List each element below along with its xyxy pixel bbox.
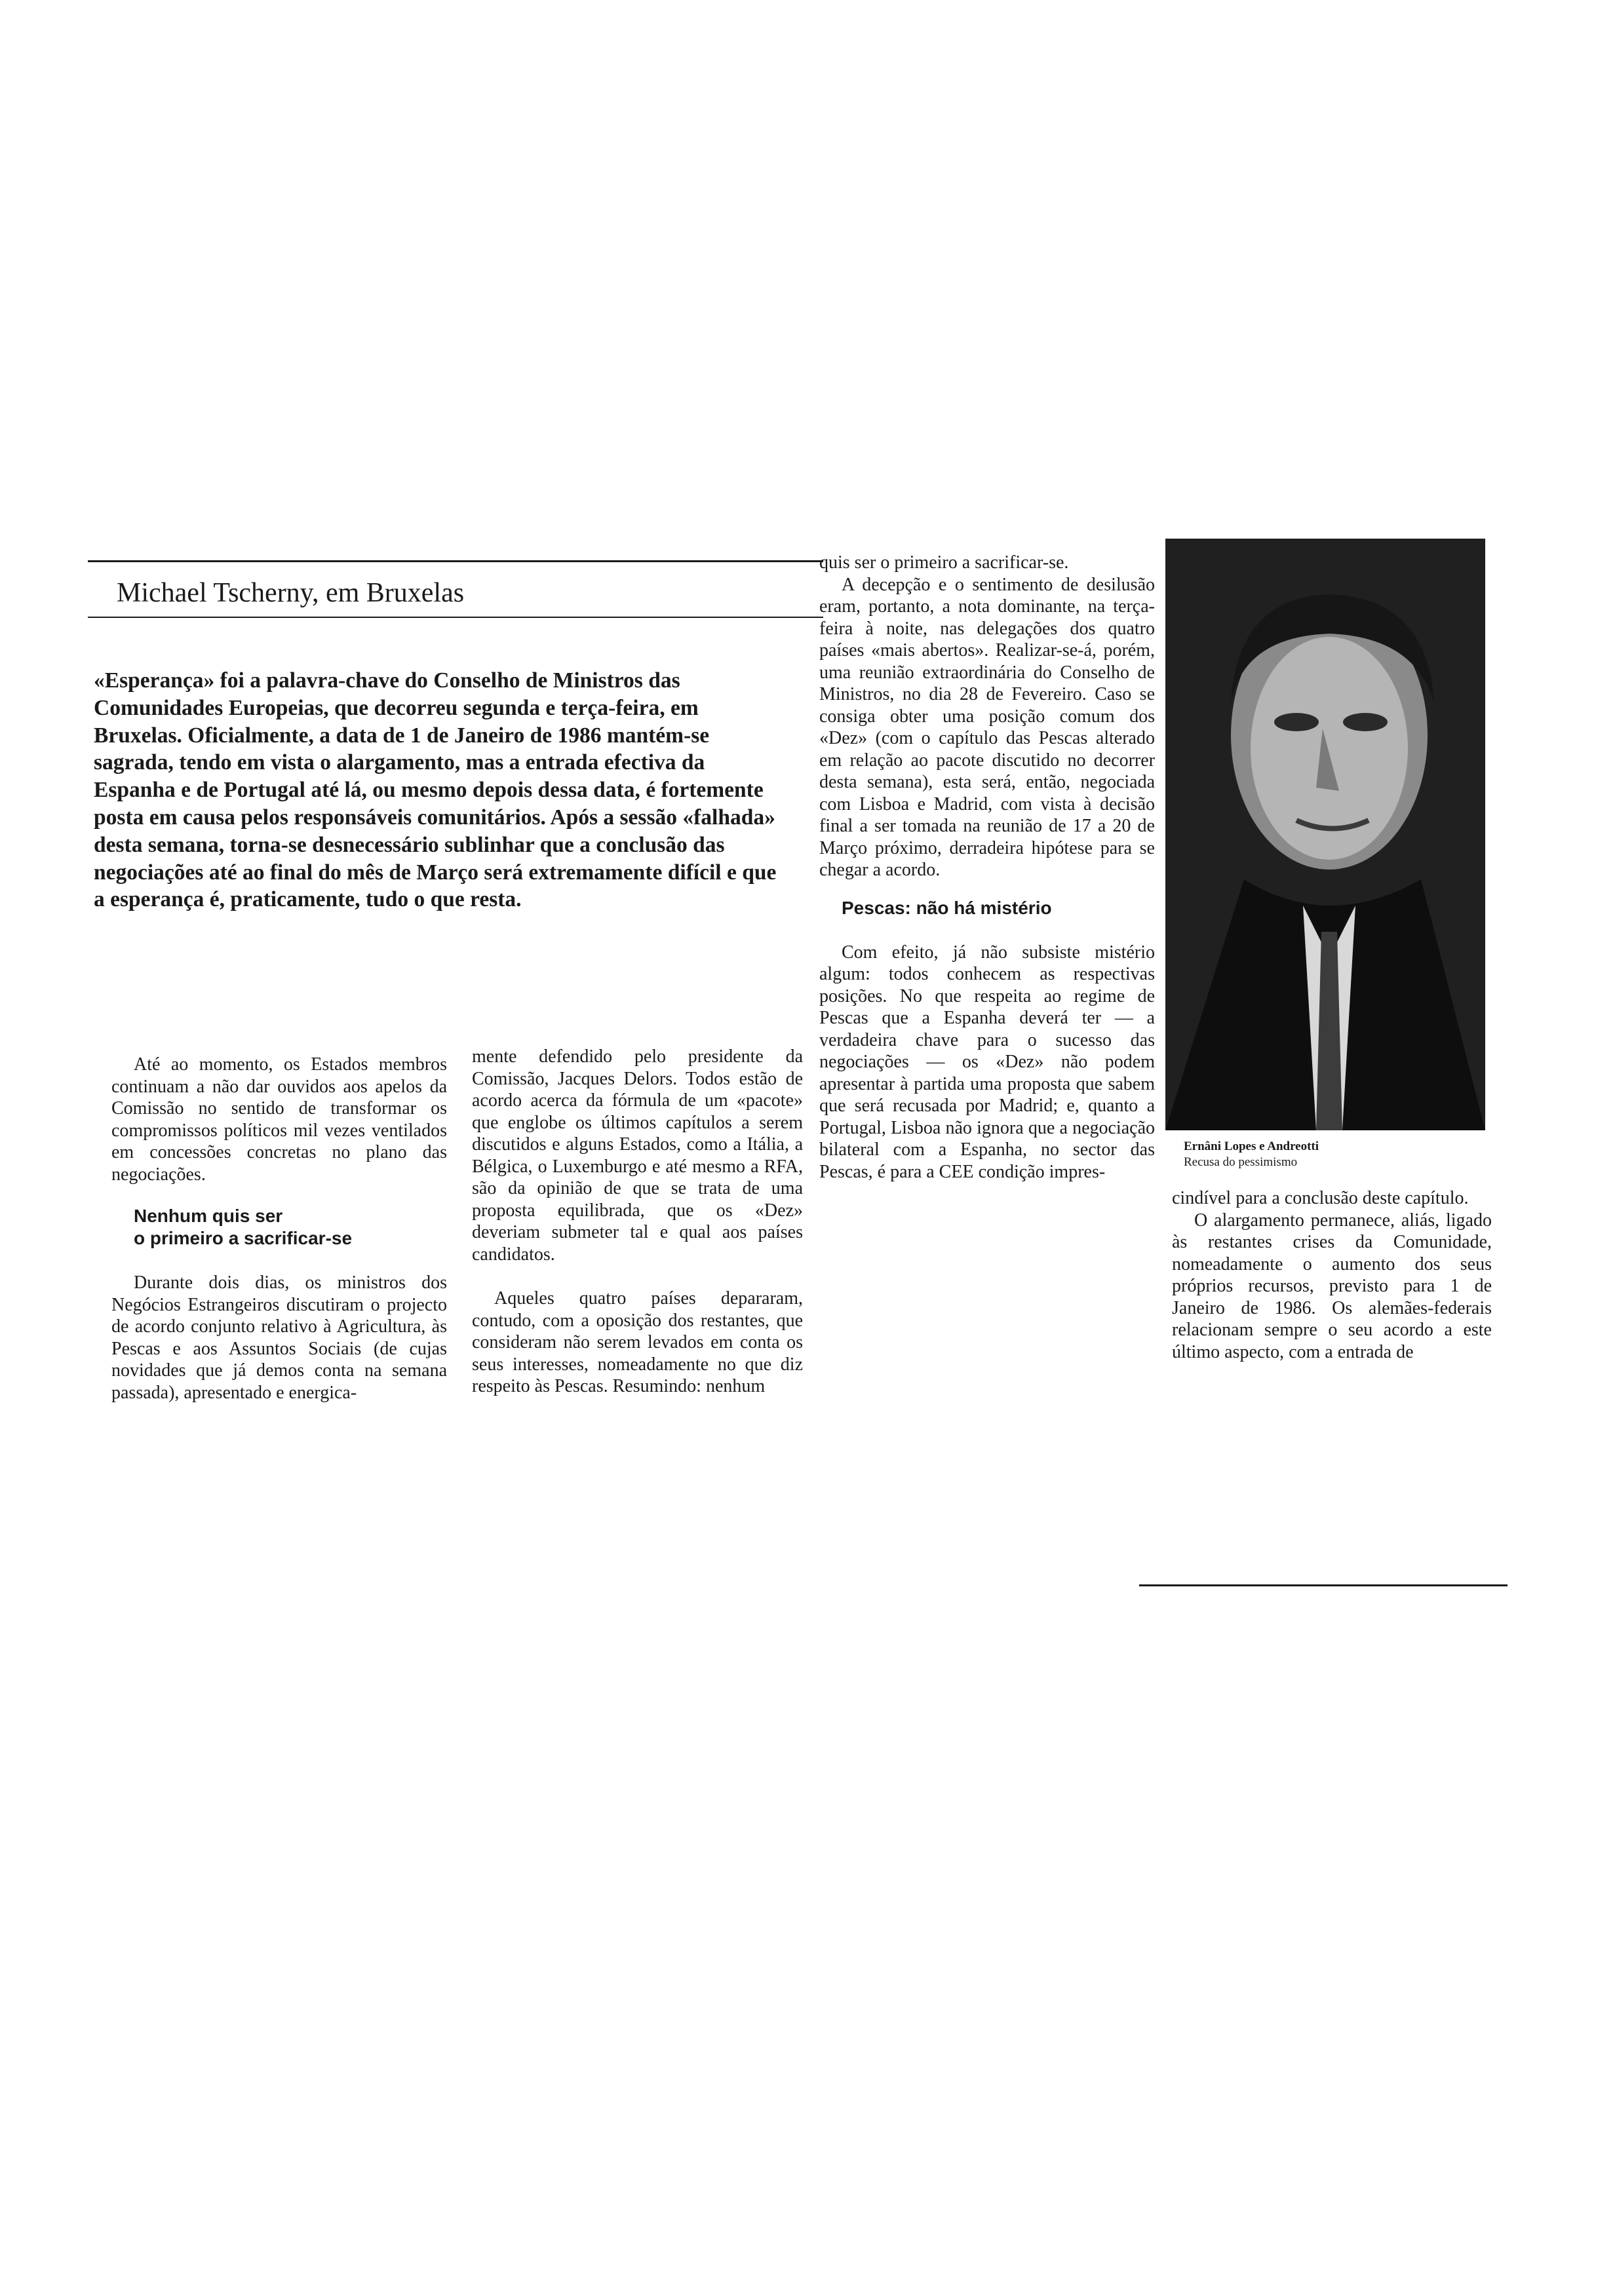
caption-text: Recusa do pessimismo	[1184, 1155, 1298, 1169]
bottom-rule	[1139, 1584, 1508, 1586]
col2-paragraph-1: mente defendido pelo presidente da Comissão, Jacques Delors. Todos estão de acordo acerca da fórmula de um «pacote» que englobe os últimos capítulos a serem discutidos e alguns Estados, como a Itália, a Bélgica, o Luxemburgo e até mesmo a RFA, são da opinião de que se trata de uma proposta equilibrada, que os «Dez» deveriam submeter tal e qual aos países candidatos.	[472, 1046, 803, 1265]
col3-subhead: Pescas: não há mistério	[842, 897, 1052, 918]
photo-caption	[1184, 1139, 1492, 1170]
col1-subhead-line-1: Nenhum quis ser	[134, 1206, 283, 1226]
column-2	[472, 1046, 803, 1398]
portrait-image	[1165, 539, 1485, 1130]
caption-name: Ernâni Lopes e Andreotti	[1184, 1139, 1319, 1153]
col3-paragraph-2: A decepção e o sentimento de desilusão eram, portanto, a nota dominante, na terça-feira à noite, nas delegações dos quatro países «mais abertos». Realizar-se-á, porém, uma reunião extraordinária do Conselho de Ministros, no dia 28 de Fevereiro. Caso se consiga obter uma posição comum dos «Dez» (com o capítulo das Pescas alterado em relação ao pacote discutido no decorrer desta semana), esta será, então, negociada com Lisboa e Madrid, com vista à decisão final a ser tomada na reunião de 17 a 20 de Março próximo, derradeira hipótese para se chegar a acordo.	[819, 574, 1155, 880]
byline-rule	[88, 617, 823, 618]
col3-paragraph-1: quis ser o primeiro a sacrificar-se.	[819, 552, 1069, 573]
col1-paragraph-1: Até ao momento, os Estados membros continuam a não dar ouvidos aos apelos da Comissão no sentido de transformar os compromissos políticos mil vezes ventilados em concessões concretas no plano das negociações.	[111, 1054, 447, 1185]
byline: Michael Tscherny, em Bruxelas	[117, 578, 465, 608]
column-1	[111, 1054, 447, 1404]
lead-text: «Esperança» foi a palavra-chave do Conselho de Ministros das Comunidades Europeias, que decorreu segunda e terça-feira, em Bruxelas. Oficialmente, a data de 1 de Janeiro de 1986 mantém-se sagrada, tendo em vista o alargamento, mas a entrada efectiva da Espanha e de Portugal até lá, ou mesmo depois dessa data, é fortemente posta em causa pelos responsáveis comunitários. Após a sessão «falhada» desta semana, torna-se desnecessário sublinhar que a conclusão das negociações até ao final do mês de Março será extremamente difícil e que a esperança é, praticamente, tudo o que resta.	[94, 668, 777, 912]
column-4	[1172, 1187, 1492, 1363]
portrait-photo	[1165, 539, 1485, 1130]
col1-paragraph-2: Durante dois dias, os ministros dos Negócios Estrangeiros discutiram o projecto de acordo conjunto relativo à Agricultura, às Pescas e aos Assuntos Sociais (de cujas novidades que já demos conta na semana passada), apresentado e energica-	[111, 1272, 447, 1403]
col1-subhead-line-2: o primeiro a sacrificar-se	[134, 1228, 353, 1248]
col2-paragraph-2: Aqueles quatro países depararam, contudo, com a oposição dos restantes, que consideram não serem levados em conta os seus interesses, nomeadamente no que diz respeito às Pescas. Resumindo: nenhum	[472, 1288, 803, 1396]
col4-paragraph-2: O alargamento permanece, aliás, ligado às restantes crises da Comunidade, nomeadamente o aumento dos seus próprios recursos, previsto para 1 de Janeiro de 1986. Os alemães-federais relacionam sempre o seu acordo a este último aspecto, com a entrada de	[1172, 1210, 1492, 1362]
top-rule	[88, 560, 823, 562]
col4-paragraph-1: cindível para a conclusão deste capítulo.	[1172, 1188, 1469, 1208]
column-3	[819, 552, 1155, 1183]
lead-paragraph	[94, 667, 779, 913]
col3-paragraph-3: Com efeito, já não subsiste mistério algum: todos conhecem as respectivas posições. No que respeita ao regime de Pescas que a Espanha deverá ter — a verdadeira chave para o sucesso das negociações — os «Dez» não podem apresentar à partida uma proposta que sabem que será recusada por Madrid; e, quanto a Portugal, Lisboa não ignora que a negociação bilateral com a Espanha, no sector das Pescas, é para a CEE condição impres-	[819, 942, 1155, 1182]
